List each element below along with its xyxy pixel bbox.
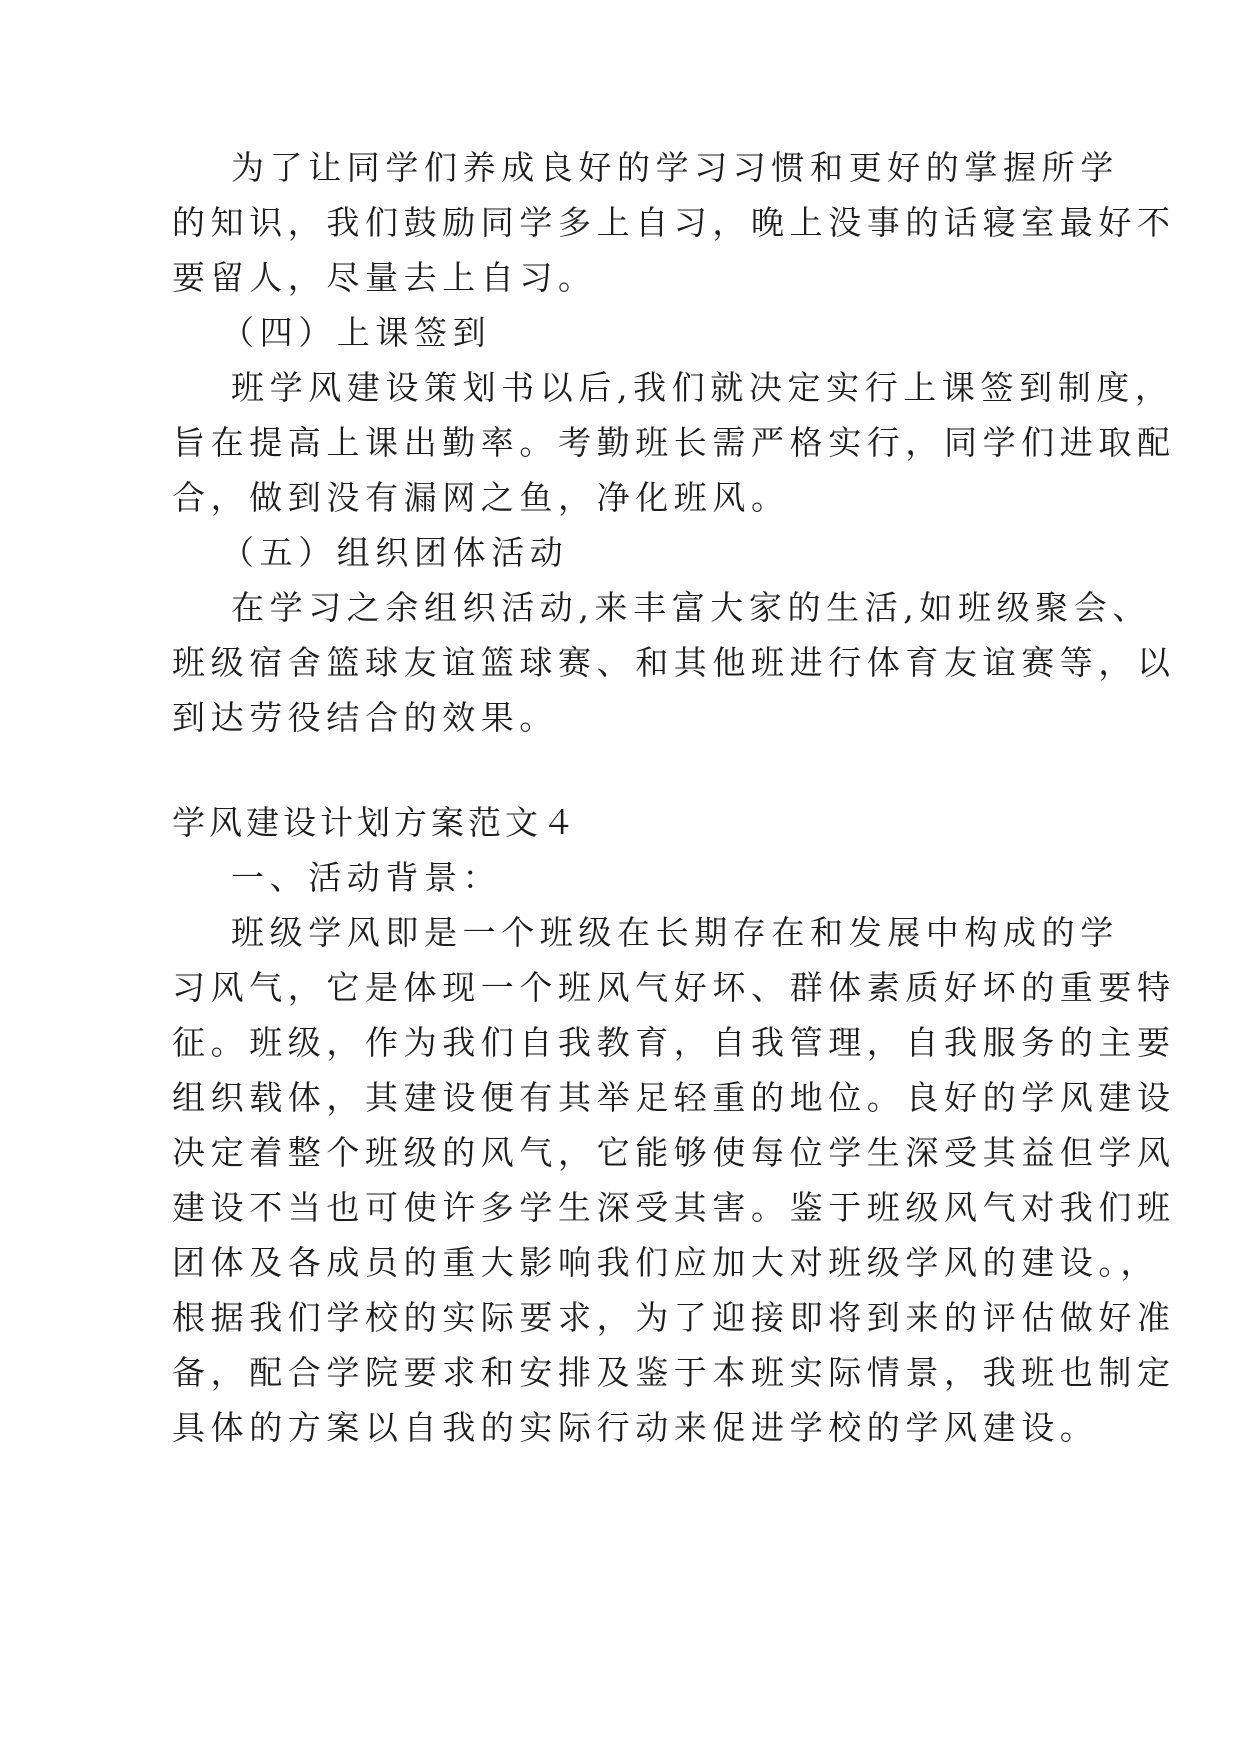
paragraph-line: 班学风建设策划书以后,我们就决定实行上课签到制度， bbox=[231, 368, 1174, 407]
paragraph-line: 的知识，我们鼓励同学多上自习，晚上没事的话寝室最好不 bbox=[172, 203, 1176, 242]
paragraph-line: 团体及各成员的重大影响我们应加大对班级学风的建设。， bbox=[172, 1243, 1160, 1282]
paragraph-line: 组织载体，其建设便有其举足轻重的地位。良好的学风建设 bbox=[172, 1078, 1176, 1117]
paragraph-line: 具体的方案以自我的实际行动来促进学校的学风建设。 bbox=[172, 1408, 1099, 1447]
paragraph-line: 在学习之余组织活动,来丰富大家的生活,如班级聚会、 bbox=[231, 588, 1151, 627]
paragraph-line: 旨在提高上课出勤率。考勤班长需严格实行，同学们进取配 bbox=[172, 423, 1176, 462]
paragraph-line: 征。班级，作为我们自我教育，自我管理，自我服务的主要 bbox=[172, 1023, 1176, 1062]
section-heading: （四）上课签到 bbox=[221, 313, 492, 352]
section-heading: 一、活动背景： bbox=[231, 858, 502, 897]
paragraph-line: 习风气，它是体现一个班风气好坏、群体素质好坏的重要特 bbox=[172, 968, 1176, 1007]
paragraph-line: 为了让同学们养成良好的学习习惯和更好的掌握所学 bbox=[231, 148, 1119, 187]
paragraph-line: 班级学风即是一个班级在长期存在和发展中构成的学 bbox=[231, 913, 1119, 952]
section-heading: （五）组织团体活动 bbox=[221, 533, 569, 572]
paragraph-line: 决定着整个班级的风气，它能够使每位学生深受其益但学风 bbox=[172, 1133, 1176, 1172]
document-title: 学风建设计划方案范文４ bbox=[172, 803, 579, 842]
paragraph-line: 建设不当也可使许多学生深受其害。鉴于班级风气对我们班 bbox=[172, 1188, 1176, 1227]
paragraph-line: 班级宿舍篮球友谊篮球赛、和其他班进行体育友谊赛等，以 bbox=[172, 643, 1176, 682]
paragraph-line: 根据我们学校的实际要求，为了迎接即将到来的评估做好准 bbox=[172, 1298, 1176, 1337]
paragraph-line: 备，配合学院要求和安排及鉴于本班实际情景，我班也制定 bbox=[172, 1353, 1176, 1392]
paragraph-line: 到达劳役结合的效果。 bbox=[172, 698, 558, 737]
paragraph-line: 合，做到没有漏网之鱼，净化班风。 bbox=[172, 478, 790, 517]
paragraph-line: 要留人，尽量去上自习。 bbox=[172, 258, 597, 297]
